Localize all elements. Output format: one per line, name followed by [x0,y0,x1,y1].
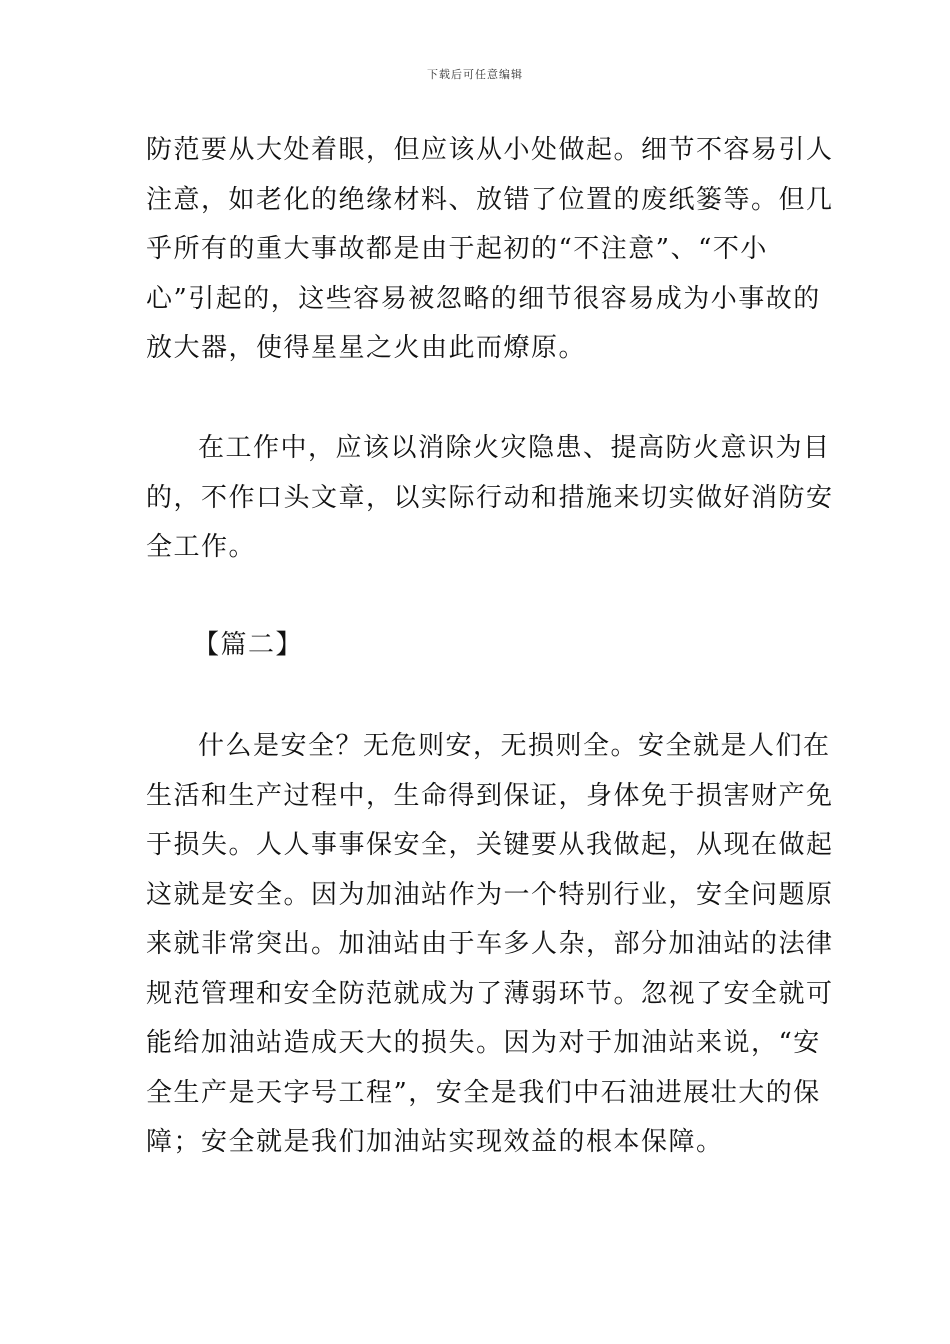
page-header: 下载后可任意编辑 [427,68,523,81]
paragraph-line: 放大器，使得星星之火由此而燎原。 [146,333,587,363]
paragraph-line: 乎所有的重大事故都是由于起初的“不注意”、“不小 [146,234,768,264]
paragraph-line: 防范要从大处着眼，但应该从小处做起。细节不容易引人 [146,135,834,165]
paragraph-line: 全工作。 [146,532,257,562]
paragraph-line: 来就非常突出。加油站由于车多人杂，部分加油站的法律 [146,929,834,959]
paragraph-1 [146,126,834,374]
paragraph-line: 的，不作口头文章，以实际行动和措施来切实做好消防安 [146,482,834,513]
paragraph-line: 障；安全就是我们加油站实现效益的根本保障。 [146,1127,724,1157]
paragraph-line: 生活和生产过程中，生命得到保证，身体免于损害财产免 [146,780,834,811]
paragraph-line: 注意，如老化的绝缘材料、放错了位置的废纸篓等。但几 [146,184,834,215]
paragraph-line: 规范管理和安全防范就成为了薄弱环节。忽视了安全就可 [146,978,834,1009]
paragraph-line: 全生产是天字号工程”，安全是我们中石油进展壮大的保 [146,1077,821,1108]
paragraph-line: 能给加油站造成天大的损失。因为对于加油站来说，“安 [146,1028,821,1058]
section-heading: 【篇二】 [193,630,304,660]
paragraph-line: 什么是安全？无危则安，无损则全。安全就是人们在 [198,731,831,761]
paragraph-2 [146,424,834,573]
paragraph-line: 这就是安全。因为加油站作为一个特别行业，安全问题原 [146,879,834,910]
paragraph-line: 在工作中，应该以消除火灾隐患、提高防火意识为目 [198,433,831,463]
paragraph-line: 心”引起的，这些容易被忽略的细节很容易成为小事故的 [146,283,821,314]
paragraph-3 [146,722,834,1168]
paragraph-line: 于损失。人人事事保安全，关键要从我做起，从现在做起 [146,830,834,860]
